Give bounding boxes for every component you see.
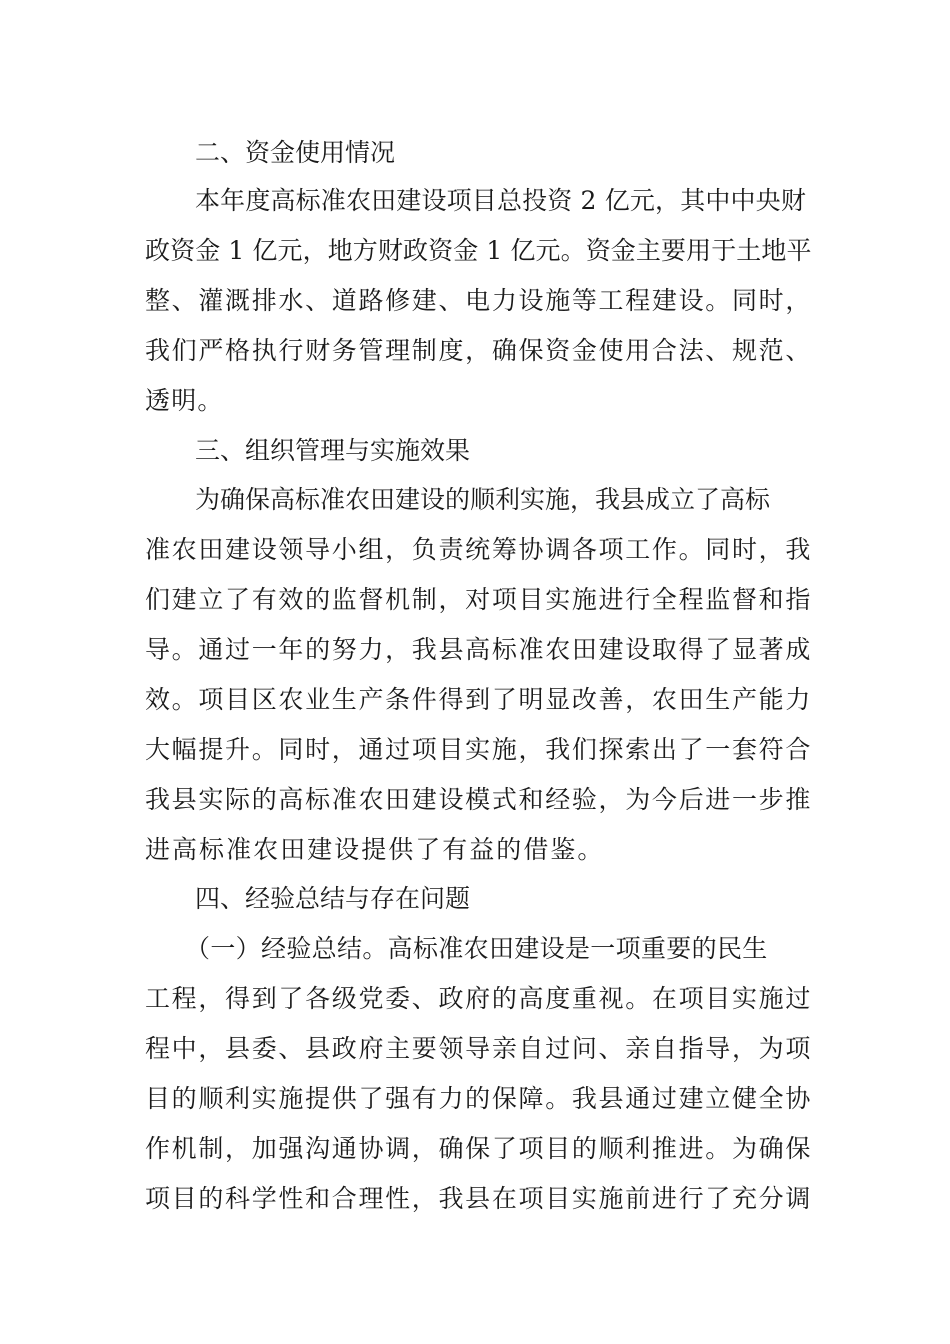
paragraph-line: 目的顺利实施提供了强有力的保障。我县通过建立健全协 [145, 1084, 813, 1113]
paragraph-line: 程中，县委、县政府主要领导亲自过问、亲自指导，为项 [145, 1034, 813, 1063]
paragraph-line: 整、灌溉排水、道路修建、电力设施等工程建设。同时， [145, 286, 813, 315]
section-heading-funds: 二、资金使用情况 [195, 138, 396, 167]
paragraph-line: 工程，得到了各级党委、政府的高度重视。在项目实施过 [145, 984, 813, 1013]
section-heading-experience: 四、经验总结与存在问题 [195, 884, 471, 913]
paragraph-line: 我们严格执行财务管理制度，确保资金使用合法、规范、 [145, 336, 813, 365]
paragraph-line: 们建立了有效的监督机制，对项目实施进行全程监督和指 [145, 585, 813, 614]
paragraph-line: 进高标准农田建设提供了有益的借鉴。 [145, 835, 605, 864]
paragraph-line: 我县实际的高标准农田建设模式和经验，为今后进一步推 [145, 785, 813, 814]
paragraph-line: 本年度高标准农田建设项目总投资 2 亿元，其中中央财 [195, 186, 807, 215]
paragraph-line: 政资金 1 亿元，地方财政资金 1 亿元。资金主要用于土地平 [145, 236, 812, 265]
paragraph-line: 效。项目区农业生产条件得到了明显改善，农田生产能力 [145, 685, 813, 714]
paragraph-line: （一）经验总结。高标准农田建设是一项重要的民生 [185, 934, 768, 963]
paragraph-line: 为确保高标准农田建设的顺利实施，我县成立了高标 [195, 485, 771, 514]
paragraph-line: 导。通过一年的努力，我县高标准农田建设取得了显著成 [145, 635, 813, 664]
section-heading-management: 三、组织管理与实施效果 [195, 436, 471, 465]
paragraph-line: 透明。 [145, 386, 224, 415]
paragraph-line: 项目的科学性和合理性，我县在项目实施前进行了充分调 [145, 1184, 813, 1213]
paragraph-line: 准农田建设领导小组，负责统筹协调各项工作。同时，我 [145, 535, 813, 564]
paragraph-line: 作机制，加强沟通协调，确保了项目的顺利推进。为确保 [145, 1134, 813, 1163]
paragraph-line: 大幅提升。同时，通过项目实施，我们探索出了一套符合 [145, 735, 813, 764]
